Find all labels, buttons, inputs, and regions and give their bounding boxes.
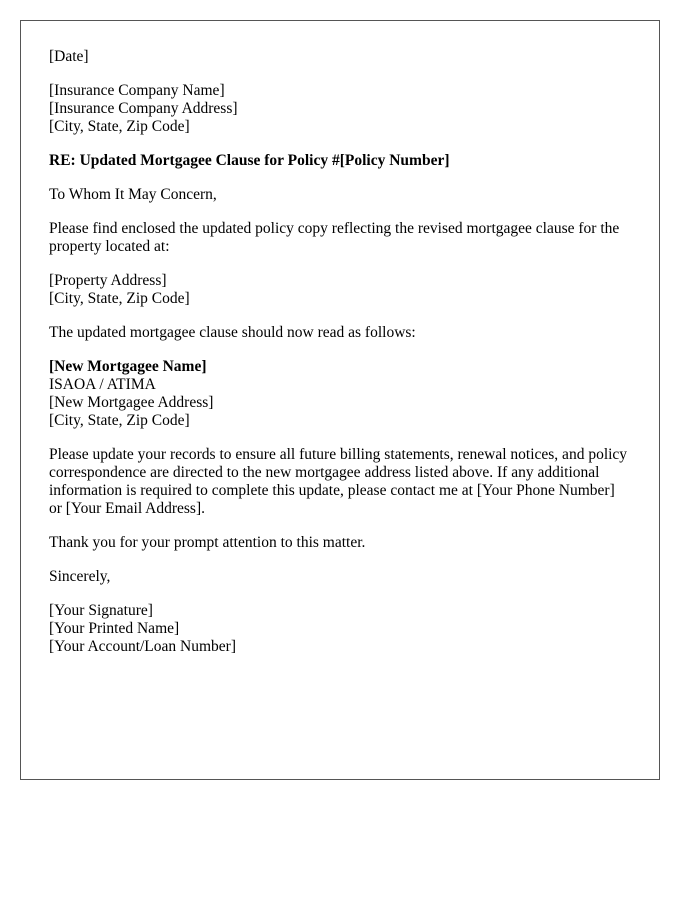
- request-paragraph: Please update your records to ensure all future billing statements, renewal notices, and policy correspondence are directed to the new mortgagee address listed above. If any additional information is required to complete this update, please contact me at [Your Phone Number] or [Your Email Address].: [49, 446, 628, 517]
- date-block: [49, 48, 631, 66]
- property-address: [Property Address]: [49, 272, 167, 289]
- clause-intro: The updated mortgagee clause should now read as follows:: [49, 324, 416, 341]
- intro-paragraph: Please find enclosed the updated policy copy reflecting the revised mortgagee clause for the property located at:: [49, 220, 620, 255]
- mortgagee-clause-block: [49, 358, 631, 430]
- account-number: [Your Account/Loan Number]: [49, 638, 236, 655]
- mortgagee-clause: ISAOA / ATIMA: [49, 376, 156, 393]
- recipient-address: [Insurance Company Address]: [49, 100, 238, 117]
- mortgagee-name: [New Mortgagee Name]: [49, 358, 207, 375]
- property-address-block: [49, 272, 631, 308]
- printed-name: [Your Printed Name]: [49, 620, 180, 637]
- mortgagee-address: [New Mortgagee Address]: [49, 394, 214, 411]
- subject-block: [49, 152, 631, 170]
- letter-date: [Date]: [49, 48, 89, 65]
- closing: Sincerely,: [49, 568, 111, 585]
- recipient-name: [Insurance Company Name]: [49, 82, 225, 99]
- signature-block: [49, 602, 631, 656]
- property-city-state-zip: [City, State, Zip Code]: [49, 290, 190, 307]
- recipient-city-state-zip: [City, State, Zip Code]: [49, 118, 190, 135]
- recipient-address-block: [49, 82, 631, 136]
- subject-line: RE: Updated Mortgagee Clause for Policy #[Policy Number]: [49, 152, 450, 169]
- signature-placeholder: [Your Signature]: [49, 602, 153, 619]
- mortgagee-city-state-zip: [City, State, Zip Code]: [49, 412, 190, 429]
- letter-page: [20, 20, 660, 780]
- salutation: To Whom It May Concern,: [49, 186, 217, 203]
- thanks-paragraph: Thank you for your prompt attention to this matter.: [49, 534, 366, 551]
